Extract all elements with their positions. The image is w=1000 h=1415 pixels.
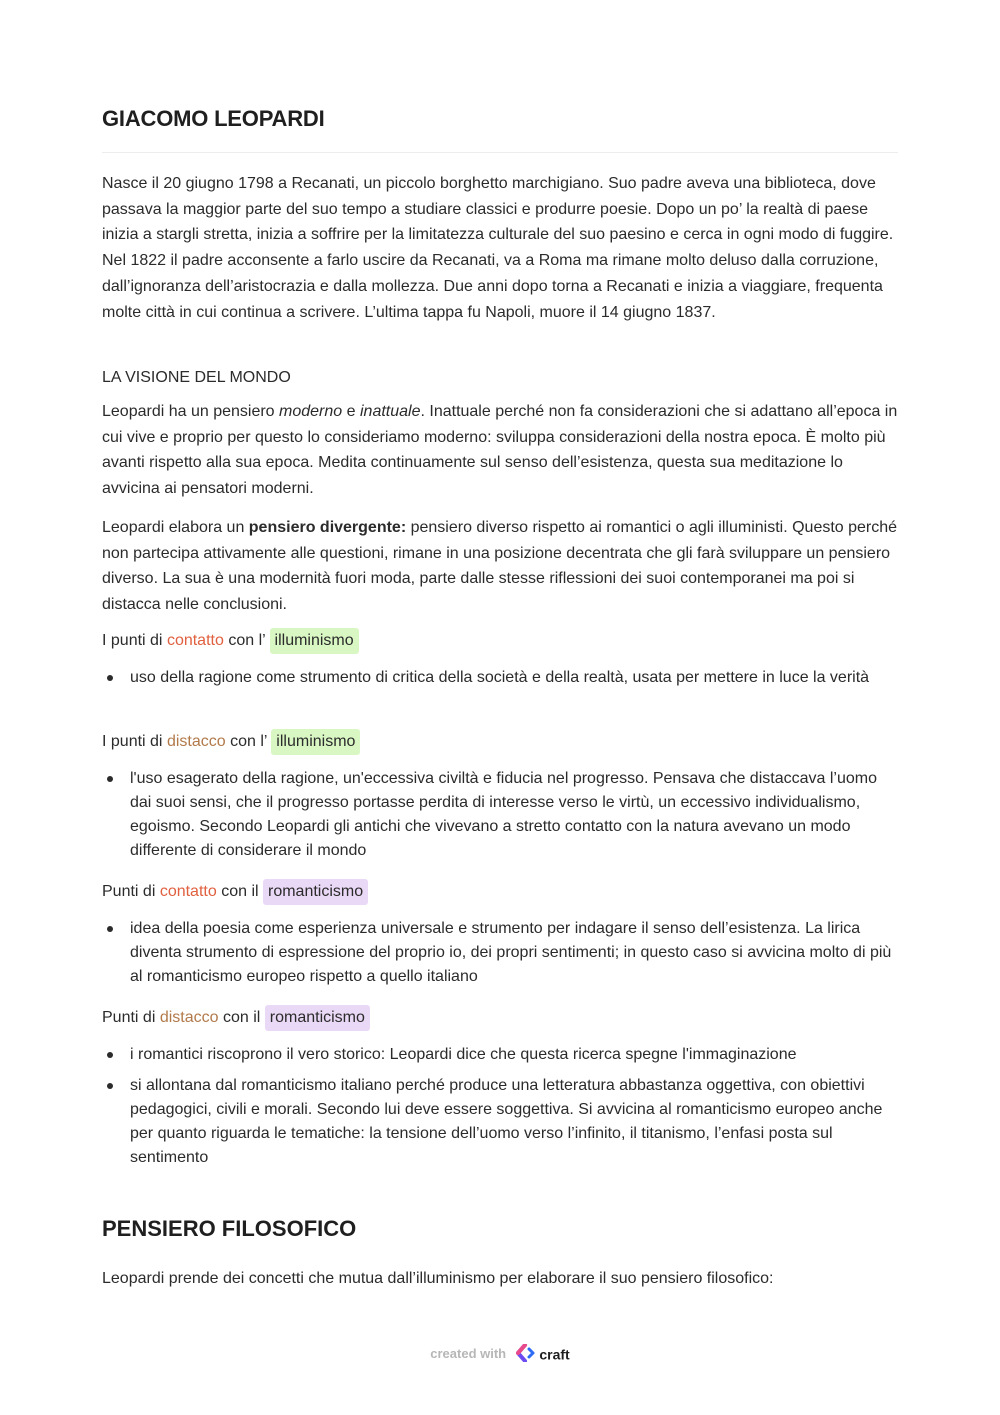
section-caption <box>102 1005 898 1031</box>
list-item: l'uso esagerato della ragione, un'eccessiva civiltà e fiducia nel progresso. Pensava che distaccava l’uomo dai suoi sensi, che il progresso portasse perdita di interesse verso le virtù, un eccessivo individualismo, egoismo. Secondo Leopardi gli antichi che vivevano a stretto contatto con la natura avevano un modo differente di considerare il mondo <box>102 767 898 863</box>
tag-illuminismo: illuminismo <box>271 729 360 755</box>
bullet-list <box>102 666 898 690</box>
bullets-distacco-romanticismo <box>102 1043 898 1170</box>
caption-prefix: I punti di <box>102 733 167 750</box>
list-item: si allontana dal romanticismo italiano perché produce una letteratura abbastanza oggettiva, con obiettivi pedagogici, civili e morali. Secondo lui deve essere soggettiva. Si avvicina al romanticismo europeo anche per quanto riguarda le tematiche: la tensione dell’uomo verso l’infinito, il titanismo, l’enfasi posta sul sentimento <box>102 1074 898 1170</box>
tag-illuminismo: illuminismo <box>270 628 359 654</box>
tag-romanticismo: romanticismo <box>265 1005 370 1031</box>
bullet-list <box>102 917 898 989</box>
caption-prefix: Punti di <box>102 1009 160 1026</box>
section-heading-pensiero-filosofico: PENSIERO FILOSOFICO <box>102 1216 357 1241</box>
list-item: idea della poesia come esperienza universale e strumento per indagare il senso dell’esistenza. La lirica diventa strumento di espressione del proprio io, dei propri sentimenti; in questo caso si avvicina molto di più al romanticismo europeo rispetto a quello italiano <box>102 917 898 989</box>
section-caption <box>102 628 898 654</box>
visione-p1-text-a: Leopardi ha un pensiero <box>102 403 280 420</box>
section-contatto-romanticismo <box>102 879 898 905</box>
filosofico-text: Leopardi prende dei concetti che mutua dall’illuminismo per elaborare il suo pensiero filosofico: <box>102 1270 774 1287</box>
pensiero-divergente-bold: pensiero divergente: <box>248 519 407 536</box>
visione-p1-and: e <box>342 403 360 420</box>
caption-mid: con il <box>218 1009 265 1026</box>
list-item: uso della ragione come strumento di critica della società e della realtà, usata per mettere in luce la verità <box>102 666 898 690</box>
visione-heading-text: LA VISIONE DEL MONDO <box>102 369 291 386</box>
caption-mid: con il <box>216 883 263 900</box>
bullet-dot-icon <box>107 1083 113 1089</box>
craft-brand-text: craft <box>539 1346 570 1363</box>
bullets-distacco-illuminismo <box>102 767 898 863</box>
visione-paragraph-1 <box>102 399 898 502</box>
page-title: GIACOMO LEOPARDI <box>102 106 325 131</box>
section-caption <box>102 729 898 755</box>
filosofico-paragraph <box>102 1266 898 1292</box>
section-distacco-illuminismo <box>102 729 898 755</box>
bullet-list <box>102 767 898 863</box>
visione-paragraph-2 <box>102 515 898 618</box>
intro-paragraph <box>102 171 898 325</box>
craft-logo-icon <box>516 1344 536 1365</box>
section-contatto-illuminismo <box>102 628 898 654</box>
section-distacco-romanticismo <box>102 1005 898 1031</box>
moderno-emphasis: moderno <box>279 403 343 420</box>
section-heading-visione <box>102 367 898 389</box>
caption-prefix: I punti di <box>102 632 167 649</box>
bullets-contatto-romanticismo <box>102 917 898 989</box>
keyword-contatto: contatto <box>166 632 224 649</box>
inattuale-emphasis: inattuale <box>359 403 421 420</box>
visione-p2-text-a: Leopardi elabora un <box>102 519 249 536</box>
keyword-distacco: distacco <box>159 1009 219 1026</box>
created-with-text: created with <box>430 1345 507 1361</box>
keyword-contatto: contatto <box>159 883 217 900</box>
title-divider <box>102 152 898 153</box>
caption-mid: con l’ <box>223 632 270 649</box>
visione-p1-text-b: . Inattuale perché non fa considerazioni che si adattano all’epoca in cui vive e proprio per questo lo consideriamo moderno: sviluppa considerazioni della nostra epoca. È molto più avanti rispetto alla sua epoca. Medita continuamente sul senso dell’esistenza, questa sua meditazione lo avvicina ai pensatori moderni. <box>102 403 898 498</box>
bullet-dot-icon <box>107 926 113 932</box>
bullets-contatto-illuminismo <box>102 666 898 690</box>
caption-prefix: Punti di <box>102 883 160 900</box>
intro-text: Nasce il 20 giugno 1798 a Recanati, un piccolo borghetto marchigiano. Suo padre aveva una biblioteca, dove passava la maggior parte del suo tempo a studiare classici e produrre poesie. Dopo un po’ la realtà di paese inizia a stargli stretta, inizia a soffrire per la limitatezza culturale del suo paesino e cerca in ogni modo di fuggire. Nel 1822 il padre acconsente a farlo uscire da Recanati, va a Roma ma rimane molto deluso dalla corruzione, dall’ignoranza dell’aristocrazia e dalla mollezza. Due anni dopo torna a Recanati e inizia a viaggiare, frequenta molte città in cui continua a scrivere. L’ultima tappa fu Napoli, muore il 14 giugno 1837. <box>102 175 894 321</box>
footer-created-with[interactable] <box>0 1344 1000 1365</box>
caption-mid: con l’ <box>225 733 272 750</box>
visione-p2-text-b: pensiero diverso rispetto ai romantici o agli illuministi. Questo perché non partecipa attivamente alle questioni, rimane in una posizione decentrata che gli farà sviluppare un pensiero diverso. La sua è una modernità fuori moda, parte dalle stesse riflessioni dei suoi contemporanei ma poi si distacca nelle conclusioni. <box>102 519 898 614</box>
section-caption <box>102 879 898 905</box>
keyword-distacco: distacco <box>166 733 226 750</box>
bullet-dot-icon <box>107 1052 113 1058</box>
bullet-dot-icon <box>107 776 113 782</box>
list-item: i romantici riscoprono il vero storico: Leopardi dice che questa ricerca spegne l'immaginazione <box>102 1043 898 1067</box>
bullet-list <box>102 1043 898 1170</box>
tag-romanticismo: romanticismo <box>263 879 368 905</box>
bullet-dot-icon <box>107 675 113 681</box>
